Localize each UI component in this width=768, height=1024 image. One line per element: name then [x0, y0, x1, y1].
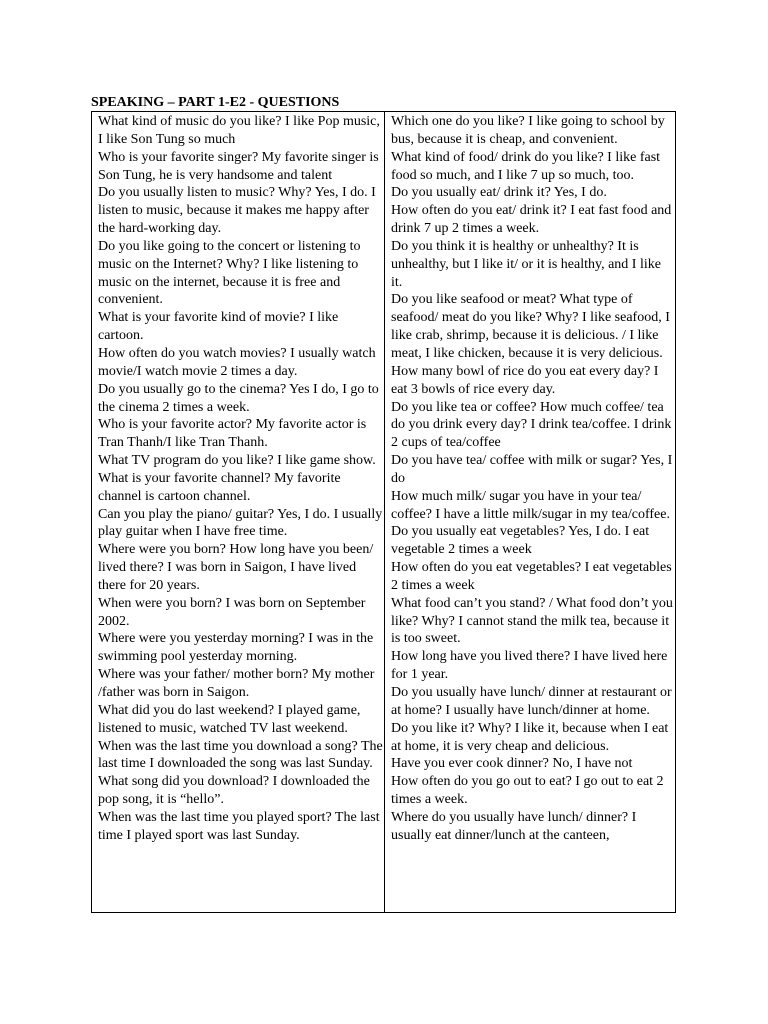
qa-entry: Do you like it? Why? I like it, because when I eat at home, it is very cheap and delicious. — [391, 720, 669, 754]
qa-entry: Do you like going to the concert or listening to music on the Internet? Why? I like listening to music on the internet, because it is free and convenient. — [98, 238, 361, 308]
qa-entry: Who is your favorite singer? My favorite singer is Son Tung, he is very handsome and talent — [98, 149, 379, 183]
qa-entry: Can you play the piano/ guitar? Yes, I do. I usually play guitar when I have free time. — [98, 506, 383, 540]
qa-entry: Do you usually go to the cinema? Yes I do, I go to the cinema 2 times a week. — [98, 381, 379, 415]
qa-entry: Do you have tea/ coffee with milk or sugar? Yes, I do — [391, 453, 673, 486]
qa-entry: How long have you lived there? I have lived here for 1 year. — [391, 649, 668, 683]
qa-entry: When was the last time you download a song? The last time I downloaded the song was last Sunday. — [98, 738, 383, 772]
document-title: SPEAKING – PART 1-E2 - QUESTIONS — [91, 95, 340, 110]
qa-entry: What TV program do you like? I like game show. — [98, 453, 376, 469]
qa-entry: What kind of food/ drink do you like? I like fast food so much, and I like 7 up so much, too. — [391, 149, 661, 183]
qa-entry: Do you like seafood or meat? What type of seafood/ meat do you like? Why? I like seafood, I like crab, shrimp, because it is delicious. / I like meat, I like chicken, because it is very delicious. — [391, 292, 670, 361]
qa-entry: Where were you yesterday morning? I was in the swimming pool yesterday morning. — [98, 631, 374, 665]
qa-entry: How often do you eat/ drink it? I eat fast food and drink 7 up 2 times a week. — [391, 203, 672, 237]
qa-entry: What is your favorite kind of movie? I like cartoon. — [98, 310, 339, 344]
qa-entry: What song did you download? I downloaded the pop song, it is “hello”. — [98, 774, 370, 808]
qa-entry: Do you usually listen to music? Why? Yes, I do. I listen to music, because it makes me happy after the hard-working day. — [98, 185, 376, 237]
qa-entry: What did you do last weekend? I played game, listened to music, watched TV last weekend. — [98, 702, 361, 736]
qa-table — [91, 111, 676, 913]
right-column — [385, 112, 675, 912]
qa-entry: When was the last time you played sport? The last time I played sport was last Sunday. — [98, 809, 380, 843]
qa-entry: Where was your father/ mother born? My mother /father was born in Saigon. — [98, 667, 375, 700]
qa-entry: Who is your favorite actor? My favorite actor is Tran Thanh/I like Tran Thanh. — [98, 417, 367, 451]
qa-entry: Do you usually eat vegetables? Yes, I do. I eat vegetable 2 times a week — [391, 524, 650, 558]
qa-entry: How often do you watch movies? I usually watch movie/I watch movie 2 times a day. — [98, 345, 376, 379]
qa-entry: How much milk/ sugar you have in your tea/ coffee? I have a little milk/sugar in my tea/coffee. — [391, 488, 670, 522]
qa-entry: Do you usually eat/ drink it? Yes, I do. — [391, 185, 607, 201]
qa-entry: Have you ever cook dinner? No, I have not — [391, 756, 633, 772]
qa-entry: How often do you eat vegetables? I eat vegetables 2 times a week — [391, 560, 672, 593]
qa-entry: Where were you born? How long have you been/ lived there? I was born in Saigon, I have lived there for 20 years. — [98, 542, 374, 593]
qa-entry: How often do you go out to eat? I go out to eat 2 times a week. — [391, 774, 664, 808]
qa-entry: What is your favorite channel? My favorite channel is cartoon channel. — [98, 470, 341, 504]
qa-entry: Do you think it is healthy or unhealthy? It is unhealthy, but I like it/ or it is healthy, and I like it. — [391, 238, 661, 290]
qa-entry: Do you usually have lunch/ dinner at restaurant or at home? I usually have lunch/dinner at home. — [391, 685, 672, 718]
left-column — [92, 112, 385, 912]
qa-entry: When were you born? I was born on September 2002. — [98, 595, 366, 629]
qa-entry: Which one do you like? I like going to school by bus, because it is cheap, and convenient. — [391, 114, 665, 147]
qa-entry: How many bowl of rice do you eat every day? I eat 3 bowls of rice every day. — [391, 363, 659, 397]
qa-entry: Where do you usually have lunch/ dinner? I usually eat dinner/lunch at the canteen, — [391, 809, 637, 843]
qa-entry: What food can’t you stand? / What food don’t you like? Why? I cannot stand the milk tea, because it is too sweet. — [391, 595, 673, 647]
qa-entry: Do you like tea or coffee? How much coffee/ tea do you drink every day? I drink tea/coffee. I drink 2 cups of tea/coffee — [391, 399, 672, 451]
qa-entry: What kind of music do you like? I like Pop music, I like Son Tung so much — [98, 114, 380, 147]
